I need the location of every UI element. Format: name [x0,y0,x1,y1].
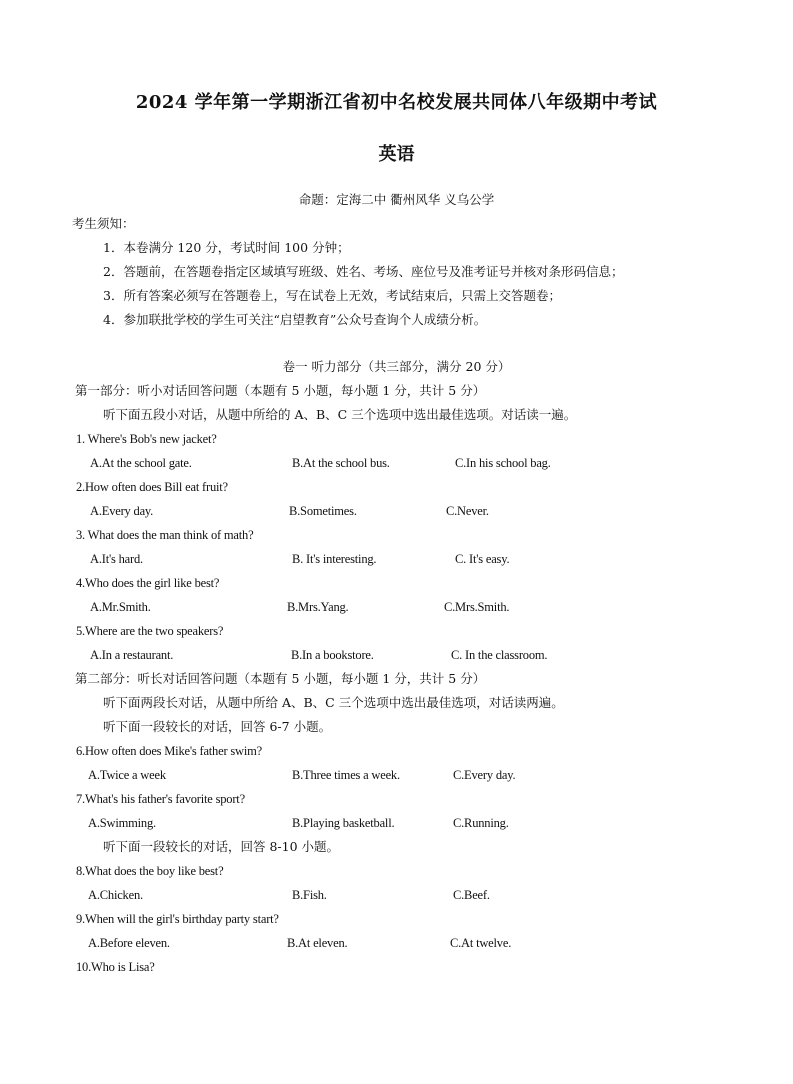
part2-instruction: 听下面两段长对话，从题中所给 A、B、C 三个选项中选出最佳选项，对话读两遍。 [103,695,564,710]
q8-option-c: C.Beef. [453,888,490,902]
q6-option-c: C.Every day. [453,768,516,782]
part1-instruction: 听下面五段小对话，从题中所给的 A、B、C 三个选项中选出最佳选项。对话读一遍。 [103,407,577,422]
question-8: 8.What does the boy like best? [76,864,224,878]
q1-option-a: A.At the school gate. [90,456,192,470]
part2-sub1: 听下面一段较长的对话，回答 6-7 小题。 [103,719,332,734]
q9-option-c: C.At twelve. [450,936,512,950]
q8-option-b: B.Fish. [292,888,327,902]
q3-option-c: C. It's easy. [455,552,510,566]
question-3: 3. What does the man think of math? [76,528,254,542]
question-7: 7.What's his father's favorite sport? [76,792,245,806]
question-9: 9.When will the girl's birthday party start? [76,912,279,926]
part2-heading: 第二部分：听长对话回答问题（本题有 5 小题，每小题 1 分，共计 5 分） [75,671,486,686]
q3-option-b: B. It's interesting. [292,552,377,566]
part2-sub2: 听下面一段较长的对话，回答 8-10 小题。 [103,839,340,854]
question-4: 4.Who does the girl like best? [76,576,220,590]
q1-option-c: C.In his school bag. [455,456,551,470]
q1-option-b: B.At the school bus. [292,456,390,470]
question-10: 10.Who is Lisa? [76,960,155,974]
notice-item-2: 2．答题前，在答题卷指定区域填写班级、姓名、考场、座位号及准考证号并核对条形码信息； [103,264,624,279]
q4-option-c: C.Mrs.Smith. [444,600,510,614]
q2-option-c: C.Never. [446,504,489,518]
question-1: 1. Where's Bob's new jacket? [76,432,217,446]
q6-option-a: A.Twice a week [88,768,166,782]
q5-option-a: A.In a restaurant. [90,648,174,662]
q6-option-b: B.Three times a week. [292,768,400,782]
subject-title: 英语 [378,144,415,165]
exam-title: 2024 学年第一学期浙江省初中名校发展共同体八年级期中考试 [135,92,658,113]
q7-option-c: C.Running. [453,816,509,830]
q9-option-a: A.Before eleven. [88,936,170,950]
question-5: 5.Where are the two speakers? [76,624,224,638]
part1-heading: 第一部分：听小对话回答问题（本题有 5 小题，每小题 1 分，共计 5 分） [75,383,486,398]
q5-option-b: B.In a bookstore. [291,648,374,662]
section-heading: 卷一 听力部分（共三部分，满分 20 分） [282,359,511,374]
question-6: 6.How often does Mike's father swim? [76,744,262,758]
q2-option-b: B.Sometimes. [289,504,357,518]
authors-line: 命题：定海二中 衢州风华 义乌公学 [298,192,495,207]
q4-option-b: B.Mrs.Yang. [287,600,349,614]
q2-option-a: A.Every day. [90,504,154,518]
q9-option-b: B.At eleven. [287,936,348,950]
notice-item-4: 4．参加联批学校的学生可关注“启望教育”公众号查询个人成绩分析。 [103,312,487,327]
notice-heading: 考生须知： [72,216,135,231]
q7-option-a: A.Swimming. [88,816,156,830]
notice-item-1: 1．本卷满分 120 分，考试时间 100 分钟； [103,240,350,255]
question-2: 2.How often does Bill eat fruit? [76,480,228,494]
q4-option-a: A.Mr.Smith. [90,600,151,614]
notice-item-3: 3．所有答案必须写在答题卷上，写在试卷上无效，考试结束后，只需上交答题卷； [103,288,561,303]
q8-option-a: A.Chicken. [88,888,143,902]
q5-option-c: C. In the classroom. [451,648,548,662]
q7-option-b: B.Playing basketball. [292,816,395,830]
q3-option-a: A.It's hard. [90,552,143,566]
